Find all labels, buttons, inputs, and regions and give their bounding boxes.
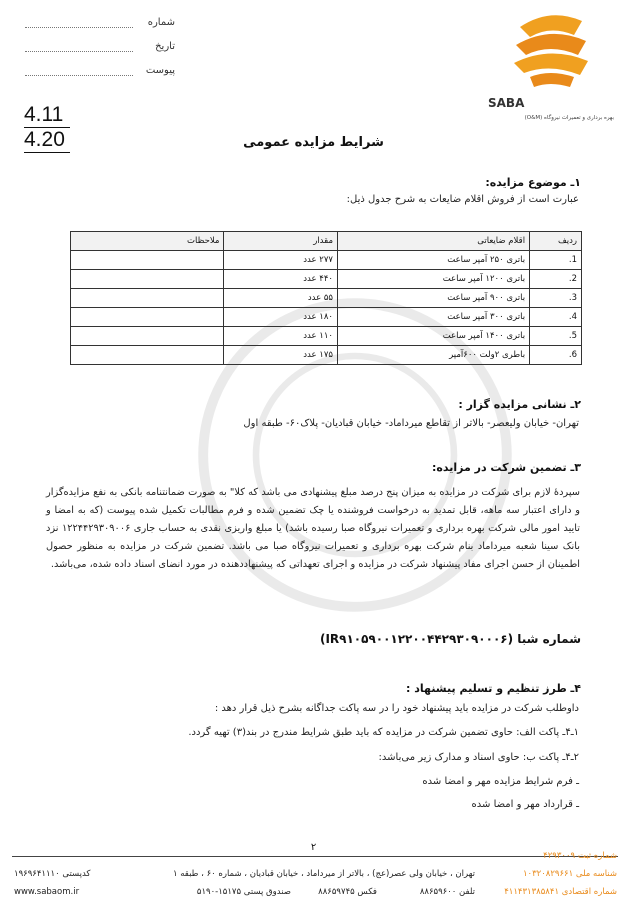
doc-code: 4.20 <box>24 128 70 153</box>
cell-qty: ۵۵ عدد <box>224 289 338 308</box>
attachment-field <box>25 65 175 81</box>
section4-line3: ۲ـ۴ـ پاکت ب: حاوی اسناد و مدارک زیر می‌باشد: <box>378 752 579 763</box>
cell-item: باتری ۱۲۰۰ آمپر ساعت <box>338 270 530 289</box>
footer-postal-code: کدپستی ۱۹۶۹۶۴۱۱۱۰ <box>14 869 91 879</box>
brand-subtitle: بهره برداری و تعمیرات نیروگاه (O&M) <box>524 115 614 121</box>
date-field <box>25 41 175 57</box>
section1-text: عبارت است از فروش اقلام ضایعات به شرح جدول ذیل: <box>346 194 579 205</box>
footer-reg-no: شماره ثبت ۴۲۹۳۰۰۹ <box>543 851 617 861</box>
footer-national-id: شناسه ملی ۱۰۳۲۰۸۲۹۶۶۱ <box>522 869 617 879</box>
section4-line4: ـ فرم شرایط مزایده مهر و امضا شده <box>422 776 579 787</box>
cell-qty: ۴۴۰ عدد <box>224 270 338 289</box>
col-header-no: ردیف <box>530 232 582 251</box>
table-row <box>71 346 582 365</box>
cell-qty: ۲۷۷ عدد <box>224 251 338 270</box>
cell-qty: ۱۷۵ عدد <box>224 346 338 365</box>
doc-code: 4.11 <box>24 103 70 128</box>
table-header-row <box>71 232 582 251</box>
section4-line5: ـ قرارداد مهر و امضا شده <box>471 799 579 810</box>
cell-no: 3. <box>530 289 582 308</box>
attachment-label: پیوست <box>145 65 175 76</box>
table-row <box>71 251 582 270</box>
col-header-note: ملاحظات <box>71 232 224 251</box>
footer-divider <box>12 856 618 857</box>
cell-note <box>71 270 224 289</box>
section3-heading: ۳ـ تضمین شرکت در مزایده: <box>431 461 581 474</box>
table-row <box>71 270 582 289</box>
footer-address: تهران ، خیابان ولی عصر(عج) ، بالاتر از میرداماد ، خیابان قبادیان ، شماره ۶۰ ، طبقه ۱ <box>172 869 475 879</box>
footer-fax: فکس ۸۸۶۵۹۷۴۵ <box>318 887 377 897</box>
footer-po-box: صندوق پستی ۱۵۱۷۵-۵۱۹۰ <box>196 887 291 897</box>
sheba-number: شماره شبا (IR۹۱۰۵۹۰۰۱۲۲۰۰۴۴۲۹۳۰۹۰۰۰۶) <box>319 632 581 646</box>
section1-heading: ۱ـ موضوع مزایده: <box>485 176 581 189</box>
cell-note <box>71 346 224 365</box>
cell-no: 5. <box>530 327 582 346</box>
section2-heading: ۲ـ نشانی مزایده گزار : <box>458 398 581 411</box>
col-header-qty: مقدار <box>224 232 338 251</box>
cell-note <box>71 289 224 308</box>
cell-item: باتری ۹۰۰ آمپر ساعت <box>338 289 530 308</box>
footer-phone: تلفن ۸۸۶۵۹۶۰۰ <box>419 887 475 897</box>
section4-line1: داوطلب شرکت در مزایده باید پیشنهاد خود را در سه پاکت جداگانه بشرح ذیل قرار دهد : <box>214 703 579 714</box>
cell-no: 4. <box>530 308 582 327</box>
section4-heading: ۴ـ طرز تنظیم و تسلیم پیشنهاد : <box>406 682 581 695</box>
table-row <box>71 327 582 346</box>
number-field <box>25 17 175 33</box>
cell-no: 1. <box>530 251 582 270</box>
footer-website: www.sabaom.ir <box>14 887 80 897</box>
table-row <box>71 289 582 308</box>
items-table <box>70 231 582 365</box>
cell-qty: ۱۸۰ عدد <box>224 308 338 327</box>
col-header-item: اقلام ضایعاتی <box>338 232 530 251</box>
cell-no: 6. <box>530 346 582 365</box>
cell-item: باتری ۳۰۰ آمپر ساعت <box>338 308 530 327</box>
number-label: شماره <box>147 17 175 28</box>
table-row <box>71 308 582 327</box>
cell-note <box>71 327 224 346</box>
cell-item: باتری ۱۴۰۰ آمپر ساعت <box>338 327 530 346</box>
brand-name: SABA <box>488 96 525 110</box>
cell-note <box>71 251 224 270</box>
section4-line2: ۱ـ۴ـ پاکت الف: حاوی تضمین شرکت در مزایده که باید طبق شرایط مندرج در بند(۳) تهیه گردد. <box>188 727 579 738</box>
date-label: تاریخ <box>155 41 175 52</box>
cell-no: 2. <box>530 270 582 289</box>
section3-text: سپردۀ لازم برای شرکت در مزایده به میزان پنج درصد مبلغ پیشنهادی می باشد که کلا" به صورت ضمانتنامه بانکی به نفع مزایده‌گزار و دارای اعتبار سه ماهه، قابل تمدید به درخواست فروشنده یا چک تضمین شده و فرم مطالبات تکمیل شده پیوست (که به امضا و تایید امور مالی شرکت بهره برداری و تعمیرات نیروگاه صبا رسیده باشد) یا مبلغ واریزی نقدی به حساب جاری ۱۲۲۴۴۲۹۳۰۹۰۰۶ نزد بانک سینا شعبه میرداماد بنام شرکت بهره برداری و تعمیرات نیروگاه صبا می باشد. تضمین شرکت در مزایده به منظور حصول اطمینان از حسن اجرای مفاد پیشنهاد شرکت در مزایده و اجرای تعهداتی که پیشنهاددهنده در مورد انضای اسناد داده شده، می‌باشد. <box>46 487 580 570</box>
section2-text: تهران- خیابان ولیعصر- بالاتر از تقاطع میرداماد- خیابان قبادیان- پلاک۶۰- طبقه اول <box>243 418 579 429</box>
cell-note <box>71 308 224 327</box>
cell-item: باطری ۲ولت ۶۰۰آمپر <box>338 346 530 365</box>
page-title: شرایط مزایده عمومی <box>243 135 384 150</box>
cell-item: باتری ۲۵۰ آمپر ساعت <box>338 251 530 270</box>
footer-economic-code: شماره اقتصادی ۴۱۱۴۳۱۳۸۵۸۴۱ <box>504 887 617 897</box>
cell-qty: ۱۱۰ عدد <box>224 327 338 346</box>
page-number: ۲ <box>310 842 317 853</box>
